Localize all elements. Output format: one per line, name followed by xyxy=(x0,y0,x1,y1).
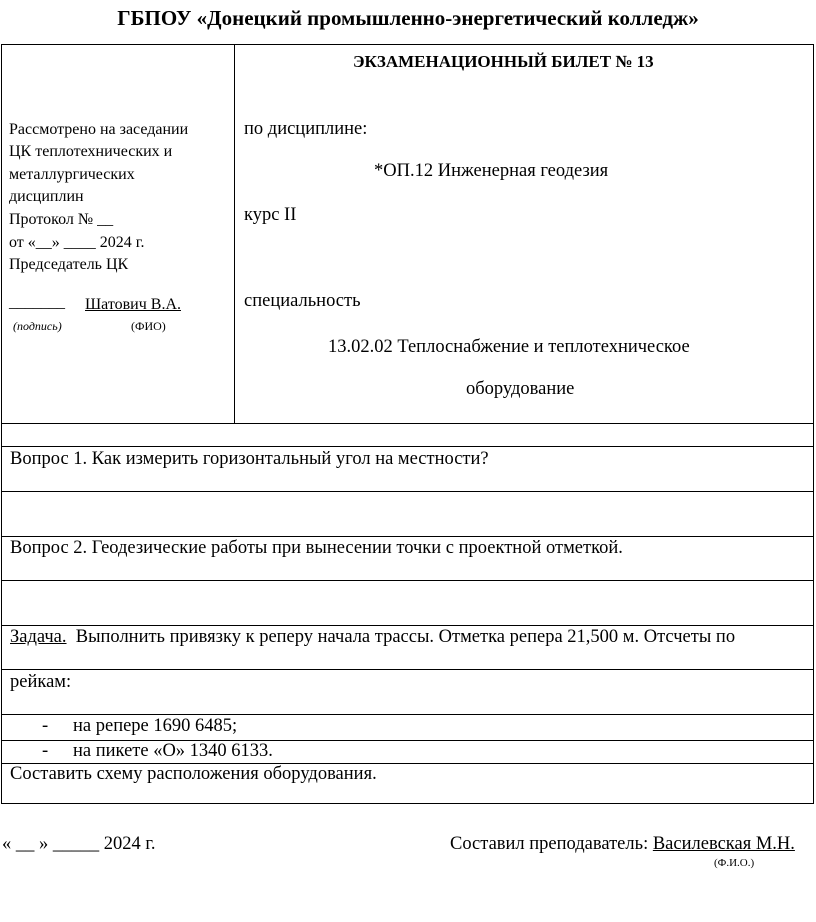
row-divider xyxy=(2,536,813,537)
signature-blank: _______ xyxy=(9,294,65,311)
discipline-name: *ОП.12 Инженерная геодезия xyxy=(374,161,609,181)
author-caption: (Ф.И.О.) xyxy=(714,857,755,869)
task-label: Задача. xyxy=(10,627,67,647)
task-line xyxy=(10,627,735,648)
chair-name: Шатович В.А. xyxy=(85,296,181,313)
protocol-line: Протокол № __ xyxy=(9,211,114,228)
college-title: ГБПОУ «Донецкий промышленно-энергетический колледж» xyxy=(117,6,699,30)
specialty-line: оборудование xyxy=(466,379,575,399)
row-divider xyxy=(2,423,813,424)
task-continuation: рейкам: xyxy=(10,672,72,692)
chair-label: Председатель ЦК xyxy=(9,256,129,273)
specialty-line: 13.02.02 Теплоснабжение и теплотехническое xyxy=(328,337,690,357)
list-bullet: - xyxy=(42,741,49,761)
row-divider xyxy=(2,491,813,492)
protocol-date: от «__» ____ 2024 г. xyxy=(9,234,145,251)
ticket-title: ЭКЗАМЕНАЦИОННЫЙ БИЛЕТ № 13 xyxy=(353,52,654,71)
author-line xyxy=(450,834,795,855)
author-name: Василевская М.Н. xyxy=(652,834,795,854)
question-1: Вопрос 1. Как измерить горизонтальный угол на местности? xyxy=(10,449,489,469)
header-divider xyxy=(234,45,235,423)
list-bullet: - xyxy=(42,716,49,736)
approval-line: дисциплин xyxy=(9,188,84,205)
row-divider xyxy=(2,446,813,447)
row-divider xyxy=(2,714,813,715)
name-caption: (ФИО) xyxy=(131,319,166,333)
row-divider xyxy=(2,669,813,670)
question-2: Вопрос 2. Геодезические работы при вынесении точки с проектной отметкой. xyxy=(10,538,623,558)
row-divider xyxy=(2,625,813,626)
task-item: на пикете «О» 1340 6133. xyxy=(73,741,273,761)
task-final: Составить схему расположения оборудования. xyxy=(10,764,377,784)
author-label: Составил преподаватель: xyxy=(450,834,653,854)
course: курс II xyxy=(244,205,297,225)
approval-line: Рассмотрено на заседании xyxy=(9,121,189,138)
task-text: Выполнить привязку к реперу начала трассы. Отметка репера 21,500 м. Отсчеты по xyxy=(66,627,736,647)
specialty-label: специальность xyxy=(244,291,361,311)
row-divider xyxy=(2,580,813,581)
signature-caption: (подпись) xyxy=(13,319,62,333)
task-item: на репере 1690 6485; xyxy=(73,716,238,736)
footer-date: « __ » _____ 2024 г. xyxy=(2,834,156,854)
discipline-label: по дисциплине: xyxy=(244,119,368,139)
ticket-table xyxy=(1,44,814,804)
approval-line: ЦК теплотехнических и xyxy=(9,143,173,160)
approval-line: металлургических xyxy=(9,166,135,183)
